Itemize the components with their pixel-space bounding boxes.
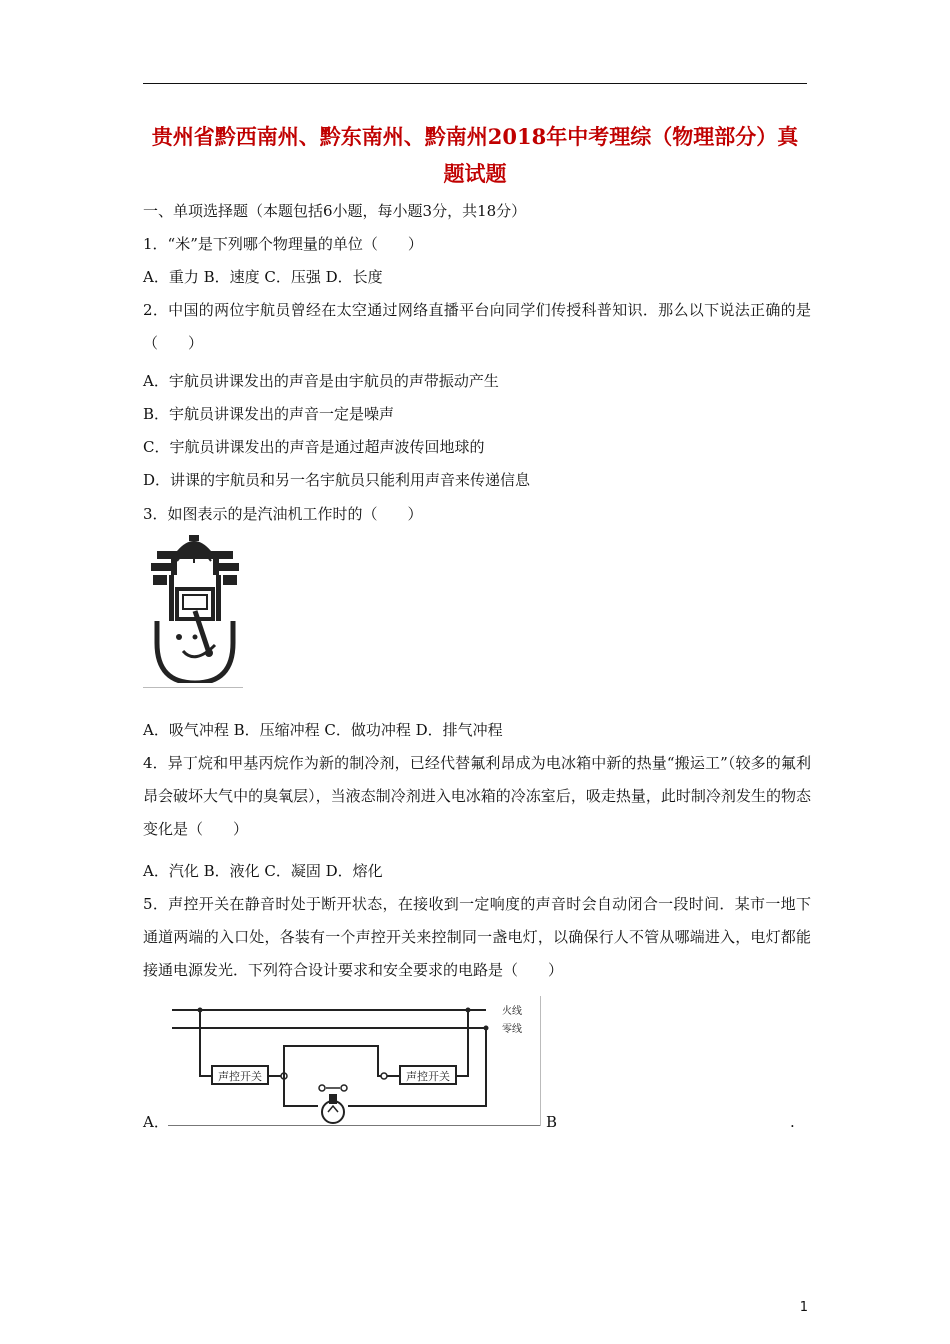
question-2-option-b: B．宇航员讲课发出的声音一定是噪声 — [143, 405, 395, 423]
live-wire-label: 火线 — [502, 1006, 522, 1017]
question-2-option-d: D．讲课的宇航员和另一名宇航员只能利用声音来传递信息 — [143, 471, 531, 489]
engine-stroke-figure — [143, 533, 247, 683]
question-3-options: A．吸气冲程 B．压缩冲程 C．做功冲程 D．排气冲程 — [143, 721, 503, 739]
document-title-line2: 题试题 — [443, 161, 507, 186]
question-5-trailing-dot: . — [790, 1113, 795, 1131]
header-rule — [143, 83, 807, 84]
question-4-stem: 4．异丁烷和甲基丙烷作为新的制冷剂，已经代替氟利昂成为电冰箱中新的热量“搬运工”（较多的氟利昂会破坏大气中的臭氧层），当液态制冷剂进入电冰箱的冷冻室后，吸走热量，此时制冷剂发生的物态变化是（ ） — [143, 754, 811, 838]
question-2-option-a: A．宇航员讲课发出的声音是由宇航员的声带振动产生 — [143, 372, 499, 390]
question-5-label-a: A． — [143, 1113, 169, 1131]
question-3-stem: 3．如图表示的是汽油机工作时的（ ） — [143, 505, 423, 523]
figure-underline — [143, 687, 243, 688]
question-2-stem: 2．中国的两位宇航员曾经在太空通过网络直播平台向同学们传授科普知识．那么以下说法正确的是（ ） — [143, 301, 811, 352]
question-5-stem: 5．声控开关在静音时处于断开状态，在接收到一定响度的声音时会自动闭合一段时间．某市一地下通道两端的入口处，各装有一个声控开关来控制同一盏电灯，以确保行人不管从哪端进入，电灯都能接通电源发光．下列符合设计要求和安全要求的电路是（ ） — [143, 895, 811, 979]
document-title-line1: 贵州省黔西南州、黔东南州、黔南州2018年中考理综（物理部分）真 — [151, 124, 799, 149]
circuit-diagram-a — [168, 996, 540, 1126]
switch-label-right: 声控开关 — [406, 1070, 450, 1083]
column-divider — [540, 996, 541, 1126]
page-number: 1 — [799, 1300, 808, 1315]
question-1-stem: 1．“米”是下列哪个物理量的单位（ ） — [143, 235, 423, 253]
question-2-option-c: C．宇航员讲课发出的声音是通过超声波传回地球的 — [143, 438, 485, 456]
question-1-options: A．重力 B．速度 C．压强 D．长度 — [143, 268, 383, 286]
question-5-label-b: B — [546, 1113, 558, 1131]
figure-underline — [168, 1125, 540, 1126]
question-4-options: A．汽化 B．液化 C．凝固 D．熔化 — [143, 862, 383, 880]
section-heading: 一、单项选择题（本题包括6小题，每小题3分，共18分） — [143, 202, 527, 220]
neutral-wire-label: 零线 — [502, 1024, 522, 1035]
switch-label-left: 声控开关 — [218, 1070, 262, 1083]
